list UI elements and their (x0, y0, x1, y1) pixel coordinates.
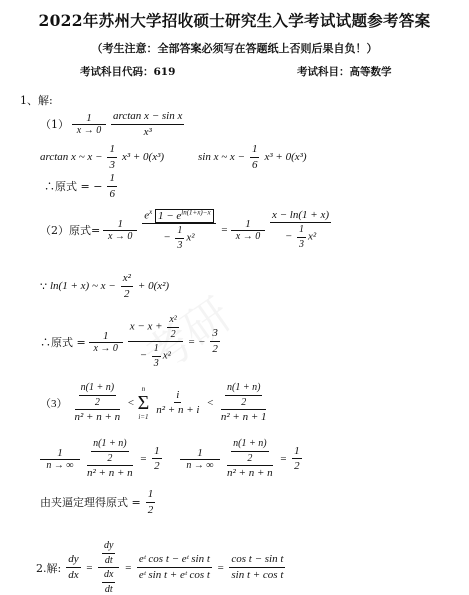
lower-bound-limit (40, 438, 164, 480)
fraction-den: 6 (109, 187, 115, 200)
exam-notice: （考生注意：全部答案必须写在答题纸上否则后果自负！） (91, 42, 378, 55)
lim-under: x → 0 (107, 230, 133, 242)
fraction-den: 3 (177, 239, 183, 251)
result-1 (44, 172, 119, 200)
lim-top: 1 (102, 329, 109, 342)
fraction-num: dy (102, 540, 115, 554)
exp-base: e (144, 209, 150, 222)
fraction-den: n² + n + n (87, 467, 133, 479)
sum-top: n (141, 384, 146, 393)
equals-sign: = (279, 452, 288, 465)
fraction-den: 6 (251, 158, 258, 171)
lim-top: 1 (57, 446, 63, 459)
den-sign: − (139, 349, 150, 362)
fraction-num: 1 (297, 224, 306, 238)
result-2-label: ∴原式 = (40, 335, 86, 349)
less-than: < (127, 396, 135, 409)
fraction-num: n(1 + n) (225, 382, 262, 396)
fraction-num: 1 (292, 445, 302, 460)
squeeze-conclusion (40, 488, 157, 516)
subject-code: 考试科目代码：619 (80, 66, 176, 78)
equals-sign: = (124, 561, 132, 574)
taylor-arctan-head: arctan x ~ x − (40, 151, 103, 164)
den-tail: x² (162, 349, 171, 362)
fraction-num: dy (66, 553, 80, 568)
fraction-num: eᵗ cos t − eᵗ sin t (137, 553, 212, 568)
fraction-num: cos t − sin t (229, 553, 285, 568)
part-3-squeeze (40, 382, 271, 424)
fraction-num: n(1 + n) (231, 438, 268, 452)
less-than: < (206, 396, 214, 409)
taylor-sin-tail: x³ + 0(x³) (264, 151, 307, 164)
fraction-num: i (174, 389, 181, 404)
part-2-limit (40, 208, 333, 251)
taylor-arctan (40, 143, 164, 171)
fraction-den: 2 (147, 503, 154, 516)
question-2-label: 2.解: (36, 561, 62, 575)
fraction-num: 1 (250, 143, 260, 158)
fraction-num: 1 (146, 488, 156, 503)
fraction-den: sin t + cos t (231, 569, 284, 581)
part-1-limit (40, 110, 186, 138)
num-head: x − x + (129, 320, 166, 333)
fraction-den: n² + n + n (227, 467, 273, 479)
taylor-arctan-tail: x³ + 0(x³) (121, 151, 165, 164)
fraction-den: eᵗ sin t + eᵗ cos t (138, 569, 210, 581)
lim-top: 1 (197, 446, 203, 459)
lim-top: 1 (117, 217, 123, 230)
fraction-den: n² + n + n (74, 411, 121, 423)
question-1-label: 1、解: (20, 94, 53, 107)
lim-under: x → 0 (235, 230, 261, 242)
den-sign: − (163, 231, 174, 244)
fraction-num: dx (102, 569, 115, 583)
fraction-den: 3 (299, 238, 304, 250)
fraction-den: 2 (294, 460, 300, 473)
fraction-den: 2 (124, 287, 130, 300)
fraction-den: 2 (94, 396, 100, 408)
lim-top: 1 (86, 112, 92, 125)
fraction-num: x² (121, 272, 133, 287)
part-1-fraction (111, 110, 184, 138)
part-1-label: （1） (40, 118, 69, 132)
part-2-label: （2）原式= (40, 223, 101, 237)
fraction-num: n(1 + n) (79, 382, 116, 396)
fraction-num: 1 (107, 143, 117, 158)
fraction-den: 3 (109, 158, 115, 171)
boxed-term: 1 − e (157, 209, 182, 222)
since-symbol: ∵ (40, 280, 47, 293)
fraction-num: arctan x − sin x (111, 110, 184, 125)
fraction-den: 2 (107, 452, 113, 464)
fraction-num: 1 (175, 225, 184, 239)
equals-sign: = (216, 561, 225, 574)
page-title: 2022年苏州大学招收硕士研究生入学考试试题参考答案 (38, 11, 431, 30)
fraction-den: 2 (212, 343, 218, 355)
equals-sign: = (85, 561, 94, 574)
fraction-num: 1 (152, 343, 161, 357)
fraction-num: n(1 + n) (91, 438, 128, 452)
fraction-den: 2 (241, 396, 247, 408)
lim-top: 1 (245, 217, 251, 230)
fraction-num: 1 (152, 445, 162, 460)
fraction-den: dx (68, 569, 79, 581)
limit-block (72, 112, 106, 136)
fraction-den: 2 (247, 452, 253, 464)
lim-under: n → ∞ (46, 459, 74, 471)
equals-sign: = (220, 223, 228, 236)
den-sign: − (284, 231, 295, 243)
fraction-den: 2 (154, 460, 160, 473)
upper-bound-limit (180, 438, 304, 480)
conclusion-label: 由夹逼定理得原式 = (40, 496, 141, 510)
fraction-num: 1 (107, 172, 117, 187)
taylor-sin (198, 143, 307, 171)
fraction-den: 3 (153, 357, 159, 369)
subject-name: 考试科目：高等数学 (297, 66, 392, 78)
result-2 (40, 314, 222, 369)
fraction-den: dt (104, 554, 113, 566)
lim-under: x → 0 (93, 342, 118, 354)
result-1-label: ∴原式 = − (44, 180, 103, 194)
part-3-label: （3） (40, 397, 68, 410)
ln-expansion (40, 272, 169, 300)
fraction-den: n² + n + i (156, 404, 200, 417)
ln-expand-tail: + 0(x²) (137, 280, 170, 293)
question-2-derivative (36, 540, 287, 595)
fraction-num: x² (167, 314, 178, 328)
fraction-den: 2 (170, 328, 176, 340)
den-tail: x² (308, 231, 317, 243)
ln-expand-head: ln(1 + x) ~ x − (50, 280, 116, 293)
lim-under: x → 0 (76, 125, 102, 137)
den-tail: x² (186, 231, 195, 244)
sum-bottom: i=1 (138, 412, 149, 421)
lim-under: n → ∞ (186, 459, 214, 471)
fraction-num: 3 (210, 327, 220, 342)
part-2-fraction: $e^x$ $1 - e^{ln(1+x)-x}$ − $\frac{1}{3}$ x² (142, 208, 215, 251)
equals-neg: = − (187, 335, 206, 348)
fraction-den: dt (104, 583, 113, 595)
taylor-sin-head: sin x ~ x − (198, 151, 245, 164)
sum-symbol: n Σ i=1 (137, 384, 150, 421)
fraction-num: x − ln(1 + x) (270, 209, 331, 224)
fraction-den: n² + n + 1 (220, 411, 267, 423)
equals-sign: = (139, 452, 148, 465)
fraction-den: x³ (143, 125, 152, 138)
